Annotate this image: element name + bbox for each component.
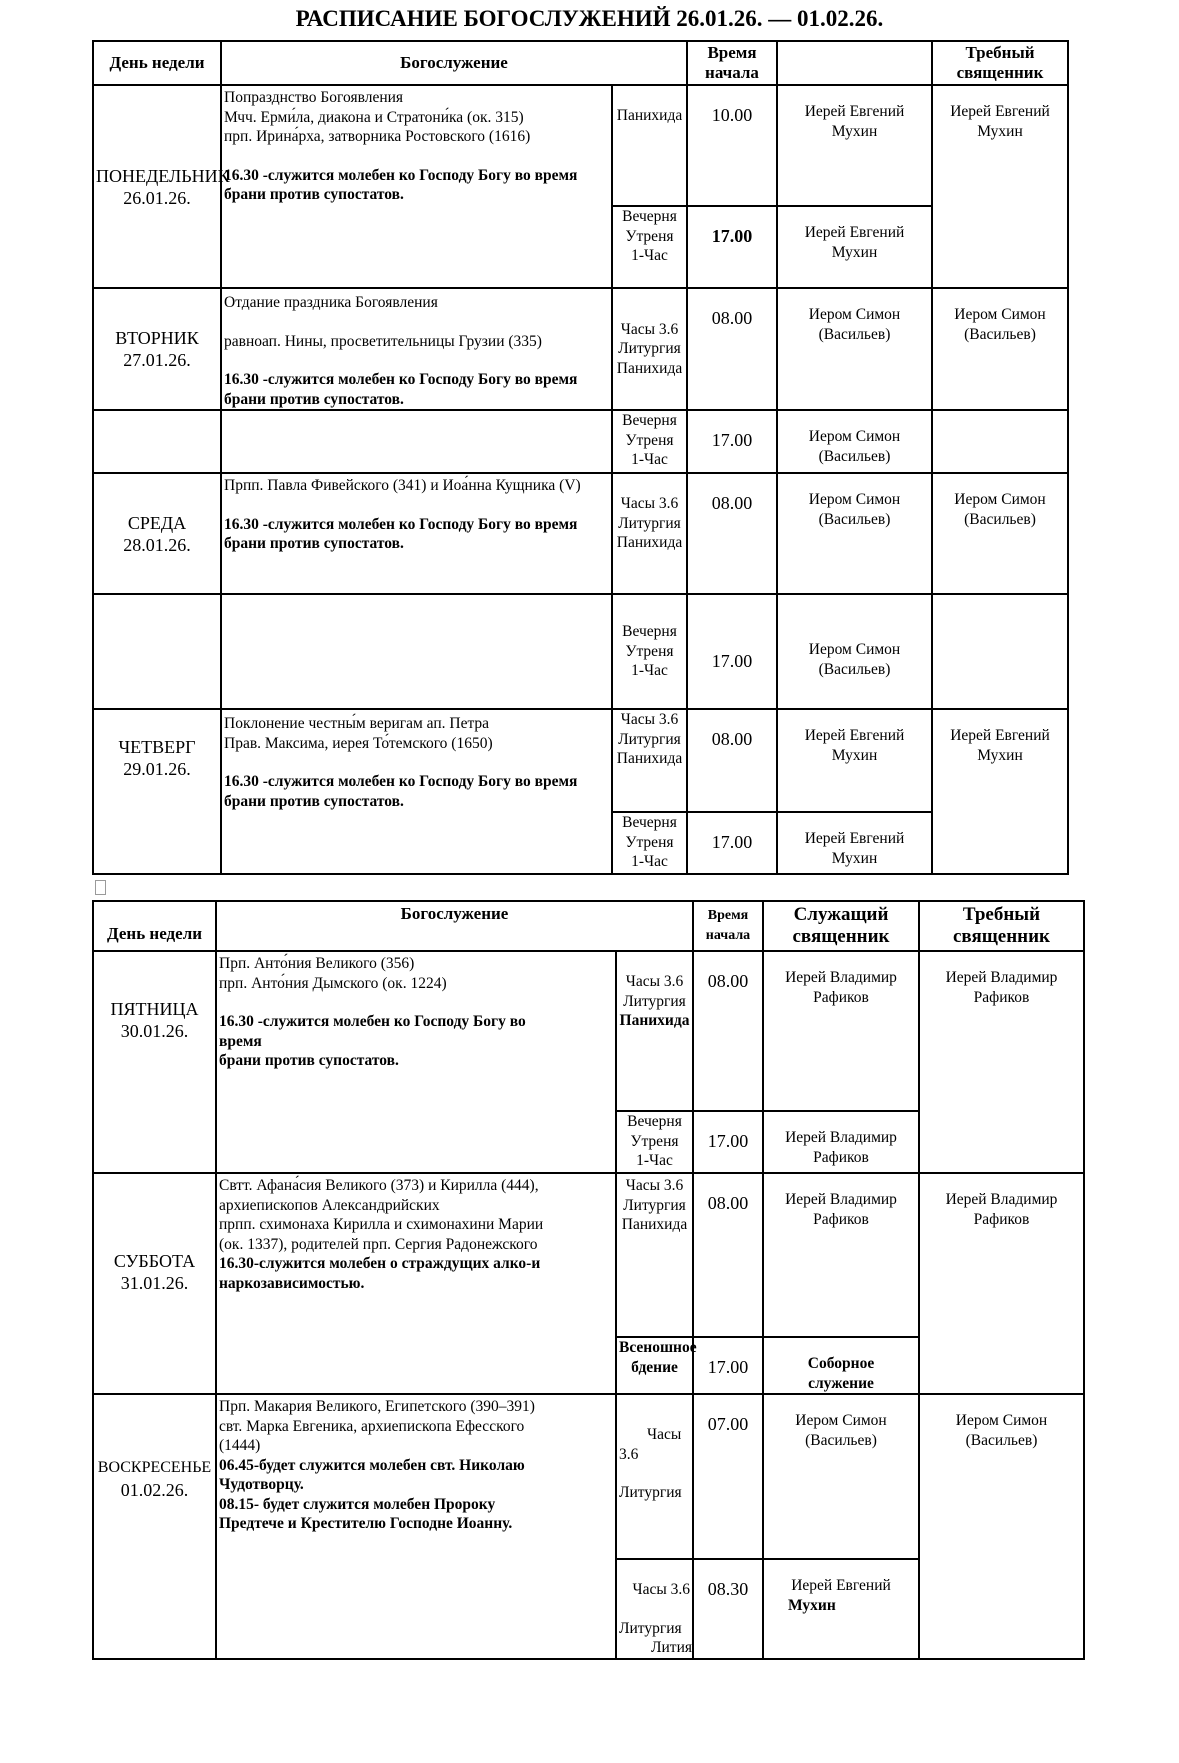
service-types: Часы 3.6 Литургия Панихида <box>616 1173 693 1337</box>
service-types: Часы 3.6 Литургия Панихида <box>612 473 687 594</box>
start-time: 17.00 <box>687 206 777 288</box>
treb-priest: Иерей Евгений Мухин <box>932 709 1068 874</box>
serving-priest: Иерей Евгений Мухин <box>763 1559 919 1659</box>
service-description: Поклонение честны́м веригам ап. Петра Прав. Максима, иерея То́темского (1650) 16.30 -служится молебен ко Господу Богу во время брани против супостатов. <box>221 709 612 874</box>
start-time: 07.00 <box>693 1394 763 1559</box>
table-row <box>93 951 1084 1111</box>
day-cell-empty <box>93 594 221 709</box>
service-description: Прп. Макария Великого, Египетского (390–391) свт. Марка Евгеника, архиепископа Ефесского (1444) 06.45-будет служится молебен свт. Николаю Чудотворцу. 08.15- будет служится молебен Пророку Предтече и Крестителю Господне Иоанну. <box>216 1394 616 1659</box>
header-treb: Требный священник <box>919 901 1084 951</box>
serving-priest: Иером Симон (Васильев) <box>777 594 932 709</box>
table-row <box>93 1394 1084 1559</box>
service-types: Вечерня Утреня 1-Час <box>612 812 687 874</box>
table-row <box>93 709 1068 812</box>
serving-priest: Иерей Владимир Рафиков <box>763 951 919 1111</box>
service-description: Свтт. Афана́сия Великого (373) и Кирилла (444), архиепископов Александрийских прпп. схимонаха Кирилла и схимонахини Марии (ок. 1337), родителей прп. Сергия Радонежского 16.30-служится молебен о страждущих алко-и наркозависимостью. <box>216 1173 616 1394</box>
day-cell: ВОСКРЕСЕНЬЕ 01.02.26. <box>93 1394 216 1659</box>
serving-priest: Иерей Евгений Мухин <box>777 709 932 812</box>
day-cell: ВТОРНИК 27.01.26. <box>93 288 221 410</box>
service-types: Всеношное бдение <box>616 1337 693 1394</box>
day-cell: СРЕДА 28.01.26. <box>93 473 221 594</box>
day-cell: СУББОТА 31.01.26. <box>93 1173 216 1394</box>
treb-priest: Иером Симон (Васильев) <box>932 288 1068 410</box>
day-cell: ЧЕТВЕРГ 29.01.26. <box>93 709 221 874</box>
table-header-row <box>93 901 1084 951</box>
service-types: Вечерня Утреня 1-Час <box>612 410 687 473</box>
table-row <box>93 473 1068 594</box>
treb-priest-empty <box>932 594 1068 709</box>
header-treb: Требный священник <box>932 41 1068 85</box>
start-time: 17.00 <box>693 1111 763 1173</box>
day-cell: ПОНЕДЕЛЬНИК 26.01.26. <box>93 85 221 288</box>
day-cell-empty <box>93 410 221 473</box>
treb-priest: Иерей Владимир Рафиков <box>919 951 1084 1173</box>
service-types: Вечерня Утреня 1-Час <box>612 594 687 709</box>
start-time: 08.00 <box>687 288 777 410</box>
service-description: Прпп. Павла Фивейского (341) и Иоа́нна Кущника (V) 16.30 -служится молебен ко Господу Богу во время брани против супостатов. <box>221 473 612 594</box>
start-time: 08.00 <box>687 709 777 812</box>
service-types: Вечерня Утреня 1-Час <box>616 1111 693 1173</box>
start-time: 17.00 <box>687 410 777 473</box>
table-header-row <box>93 41 1068 85</box>
treb-priest-empty <box>932 410 1068 473</box>
serving-priest: Иерей Евгений Мухин <box>777 206 932 288</box>
service-description: Отдание праздника Богоявления равноап. Нины, просветительницы Грузии (335) 16.30 -служится молебен ко Господу Богу во время брани против супостатов. <box>221 288 612 410</box>
start-time: 08.30 <box>693 1559 763 1659</box>
service-types: Часы 3.6 Литургия <box>616 1394 693 1559</box>
start-time: 08.00 <box>693 1173 763 1337</box>
start-time: 17.00 <box>687 812 777 874</box>
page-title: РАСПИСАНИЕ БОГОСЛУЖЕНИЙ 26.01.26. — 01.02.26. <box>295 6 884 31</box>
serving-priest: Иерей Владимир Рафиков <box>763 1173 919 1337</box>
service-types: Часы 3.6 Литургия Панихида <box>612 288 687 410</box>
header-day: День недели <box>93 901 216 951</box>
header-time: Время начала <box>687 41 777 85</box>
header-serving: Служащий священник <box>763 901 919 951</box>
serving-priest: Соборное служение <box>763 1337 919 1394</box>
header-day: День недели <box>93 41 221 85</box>
service-description: Попразднство Богоявления Мчч. Ерми́ла, диакона и Стратони́ка (ок. 315) прп. Ирина́рха, затворника Ростовского (1616) 16.30 -служится молебен ко Господу Богу во время брани против супостатов. <box>221 85 612 288</box>
table-row <box>93 410 1068 473</box>
header-service: Богослужение <box>221 41 687 85</box>
service-description-empty <box>221 410 612 473</box>
service-types: Часы 3.6 Литургия Панихида <box>616 951 693 1111</box>
service-types: Часы 3.6 Литургия Панихида <box>612 709 687 812</box>
start-time: 17.00 <box>687 594 777 709</box>
serving-priest: Иерей Евгений Мухин <box>777 85 932 206</box>
service-description: Прп. Анто́ния Великого (356) прп. Анто́ния Дымского (ок. 1224) 16.30 -служится молебен ко Господу Богу во время брани против супостатов. <box>216 951 616 1173</box>
header-service: Богослужение <box>216 901 693 951</box>
serving-priest: Иером Симон (Васильев) <box>777 473 932 594</box>
schedule-table-2 <box>92 900 1085 1660</box>
treb-priest: Иерей Евгений Мухин <box>932 85 1068 288</box>
header-time: Время начала <box>693 901 763 951</box>
start-time: 08.00 <box>693 951 763 1111</box>
treb-priest: Иером Симон (Васильев) <box>919 1394 1084 1659</box>
service-description-empty <box>221 594 612 709</box>
serving-priest: Иером Симон (Васильев) <box>763 1394 919 1559</box>
table-row <box>93 1173 1084 1337</box>
schedule-table-1 <box>92 40 1069 875</box>
serving-priest: Иерей Владимир Рафиков <box>763 1111 919 1173</box>
service-types: Панихида <box>612 85 687 206</box>
day-cell: ПЯТНИЦА 30.01.26. <box>93 951 216 1173</box>
table-row <box>93 288 1068 410</box>
treb-priest: Иерей Владимир Рафиков <box>919 1173 1084 1394</box>
start-time: 10.00 <box>687 85 777 206</box>
checkbox-placeholder[interactable] <box>95 880 106 895</box>
treb-priest: Иером Симон (Васильев) <box>932 473 1068 594</box>
table-row <box>93 594 1068 709</box>
start-time: 17.00 <box>693 1337 763 1394</box>
service-types: Часы 3.6 Литургия Лития <box>616 1559 693 1659</box>
header-serving <box>777 41 932 85</box>
serving-priest: Иером Симон (Васильев) <box>777 288 932 410</box>
serving-priest: Иером Симон (Васильев) <box>777 410 932 473</box>
service-types: Вечерня Утреня 1-Час <box>612 206 687 288</box>
start-time: 08.00 <box>687 473 777 594</box>
table-row <box>93 85 1068 206</box>
serving-priest: Иерей Евгений Мухин <box>777 812 932 874</box>
